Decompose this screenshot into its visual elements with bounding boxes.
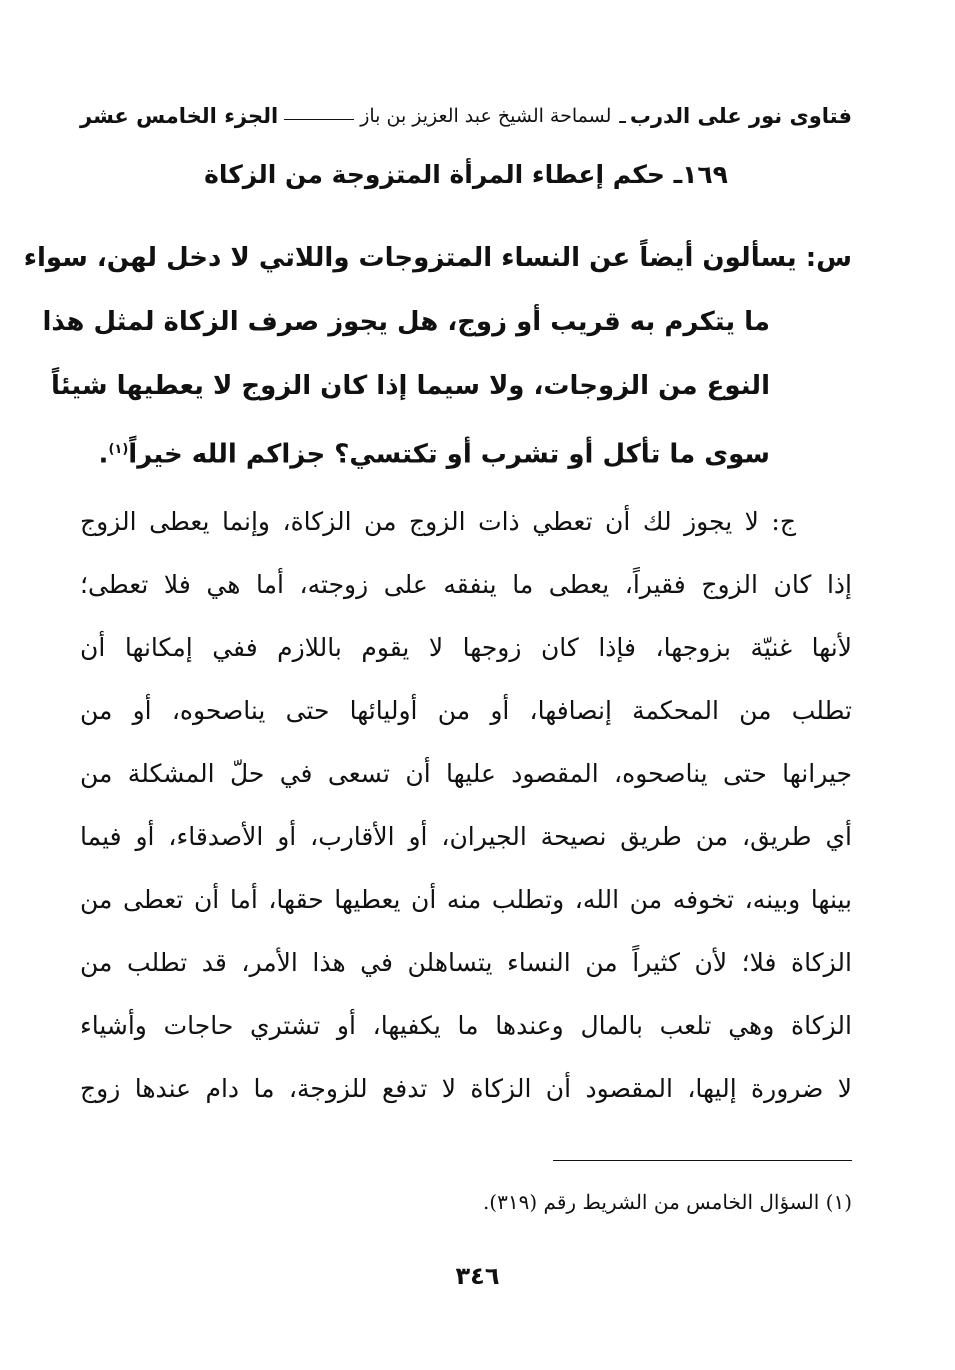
answer-line: تطلب من المحكمة إنصافها، أو من أوليائها حتى يناصحوه، أو من (80, 696, 852, 725)
answer-line: بينها وبينه، تخوفه من الله، وتطلب منه أن يعطيها حقها، أما أن تعطى من (80, 885, 852, 914)
answer-line: الزكاة وهي تلعب بالمال وعندها ما يكفيها، أو تشتري حاجات وأشياء (80, 1011, 852, 1040)
question-line (80, 418, 852, 482)
footnote: (١) السؤال الخامس من الشريط رقم (٣١٩). (482, 1190, 852, 1214)
section-heading: ١٦٩ـ حكم إعطاء المرأة المتزوجة من الزكاة (204, 160, 728, 189)
answer-line: الزكاة فلا؛ لأن كثيراً من النساء يتساهلن في هذا الأمر، قد تطلب من (80, 948, 852, 977)
running-header (80, 96, 852, 136)
header-rule (284, 119, 354, 120)
question-block (23, 226, 852, 482)
author-name: لسماحة الشيخ عبد العزيز بن باز (360, 105, 612, 127)
answer-block (80, 490, 852, 1120)
question-end-mark: . (98, 439, 109, 470)
question-line-text: سوى ما تأكل أو تشرب أو تكتسي؟ جزاكم الله خيراً (128, 439, 770, 470)
page-number: ٣٤٦ (455, 1262, 500, 1290)
book-title: فتاوى نور على الدرب (629, 104, 852, 128)
question-line: ما يتكرم به قريب أو زوج، هل يجوز صرف الزكاة لمثل هذا (42, 307, 770, 337)
question-line: س: يسألون أيضاً عن النساء المتزوجات واللاتي لا دخل لهن، سواء (23, 243, 852, 273)
answer-line: لأنها غنيّة بزوجها، فإذا كان زوجها لا يقوم باللازم ففي إمكانها أن (80, 633, 852, 662)
header-dash: ـ (619, 103, 626, 129)
answer-line: ج: لا يجوز لك أن تعطي ذات الزوج من الزكاة، وإنما يعطى الزوج (80, 507, 796, 536)
answer-line: أي طريق، من طريق نصيحة الجيران، أو الأقارب، أو الأصدقاء، أو فيما (80, 822, 852, 851)
answer-line: جيرانها حتى يناصحوه، المقصود عليها أن تسعى في حلّ المشكلة من (80, 759, 852, 788)
volume-label: الجزء الخامس عشر (80, 104, 279, 128)
answer-line: لا ضرورة إليها، المقصود أن الزكاة لا تدفع للزوجة، ما دام عندها زوج (80, 1074, 852, 1103)
answer-line: إذا كان الزوج فقيراً، يعطى ما ينفقه على زوجته، أما هي فلا تعطى؛ (80, 570, 852, 599)
footnote-separator (553, 1160, 852, 1161)
footnote-reference: (١) (108, 442, 129, 457)
question-line: النوع من الزوجات، ولا سيما إذا كان الزوج لا يعطيها شيئاً (51, 371, 770, 401)
